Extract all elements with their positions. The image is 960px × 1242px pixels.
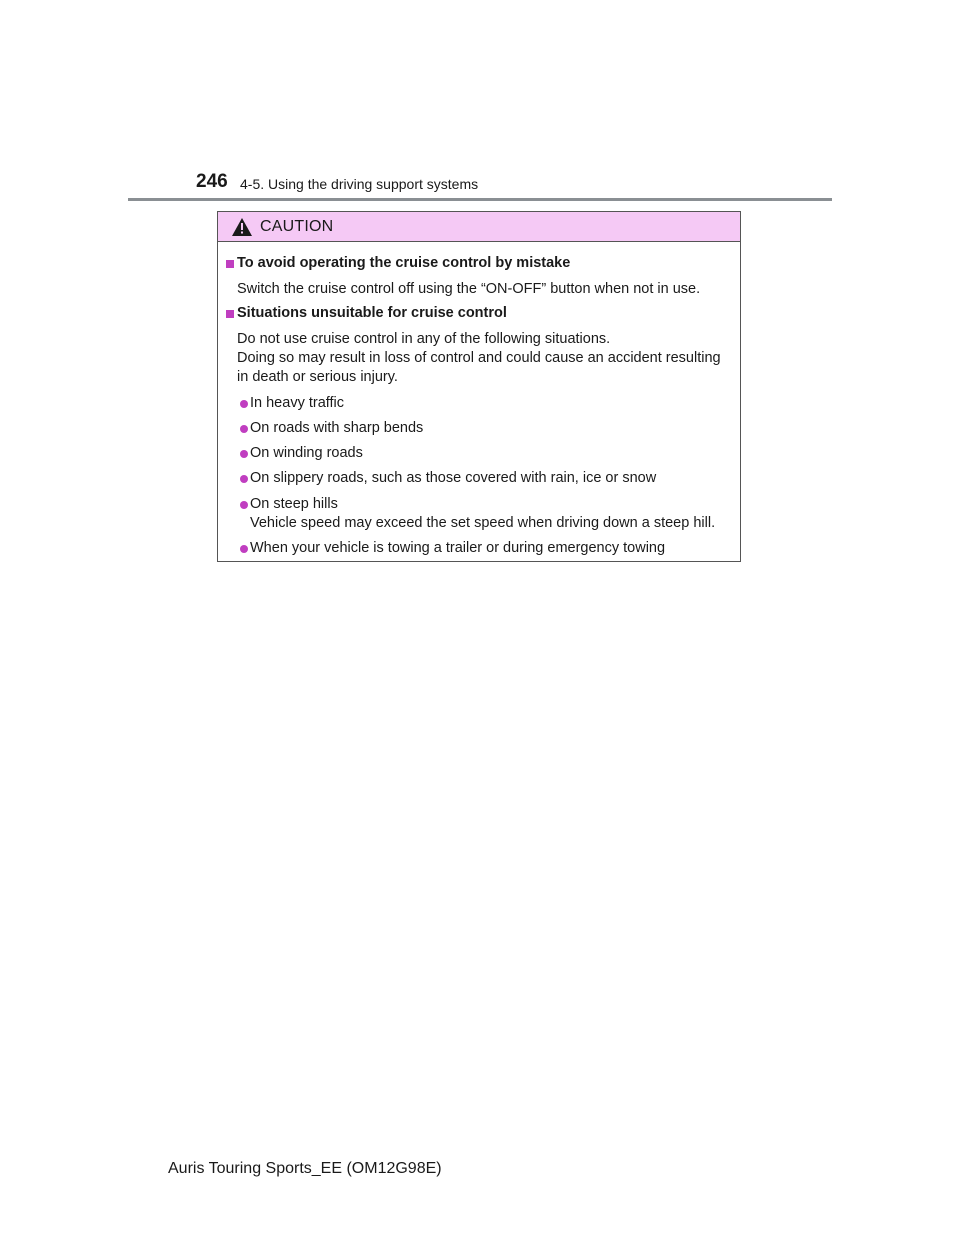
bullet-note-text: Vehicle speed may exceed the set speed when driving down a steep hill. <box>250 515 716 531</box>
body-text: Switch the cruise control off using the “ON-OFF” button when not in use. <box>237 281 701 297</box>
warning-triangle-icon <box>232 218 252 236</box>
bullet-text: On winding roads <box>250 445 363 461</box>
bullet-text: On slippery roads, such as those covered with rain, ice or snow <box>250 470 657 486</box>
round-bullet-icon <box>240 425 248 433</box>
section-title: 4-5. Using the driving support systems <box>240 176 479 192</box>
square-bullet-icon <box>226 260 234 268</box>
round-bullet-icon <box>240 545 248 553</box>
caution-box <box>217 211 741 562</box>
bullet-text: In heavy traffic <box>250 395 345 411</box>
round-bullet-icon <box>240 400 248 408</box>
round-bullet-icon <box>240 450 248 458</box>
caution-header <box>218 212 740 242</box>
body-text: in death or serious injury. <box>237 369 398 385</box>
body-text: Doing so may result in loss of control and could cause an accident resulting <box>237 350 721 366</box>
footer-model-code: Auris Touring Sports_EE (OM12G98E) <box>168 1160 442 1177</box>
round-bullet-icon <box>240 475 248 483</box>
body-text: Do not use cruise control in any of the following situations. <box>237 331 611 347</box>
square-bullet-icon <box>226 310 234 318</box>
heading-text: To avoid operating the cruise control by mistake <box>237 255 571 271</box>
page-number: 246 <box>196 171 228 192</box>
heading-text: Situations unsuitable for cruise control <box>237 305 507 321</box>
bullet-text: When your vehicle is towing a trailer or during emergency towing <box>250 540 666 556</box>
round-bullet-icon <box>240 501 248 509</box>
caution-label: CAUTION <box>260 217 334 235</box>
bullet-text: On steep hills <box>250 496 338 512</box>
header-divider <box>128 198 832 201</box>
bullet-text: On roads with sharp bends <box>250 420 424 436</box>
